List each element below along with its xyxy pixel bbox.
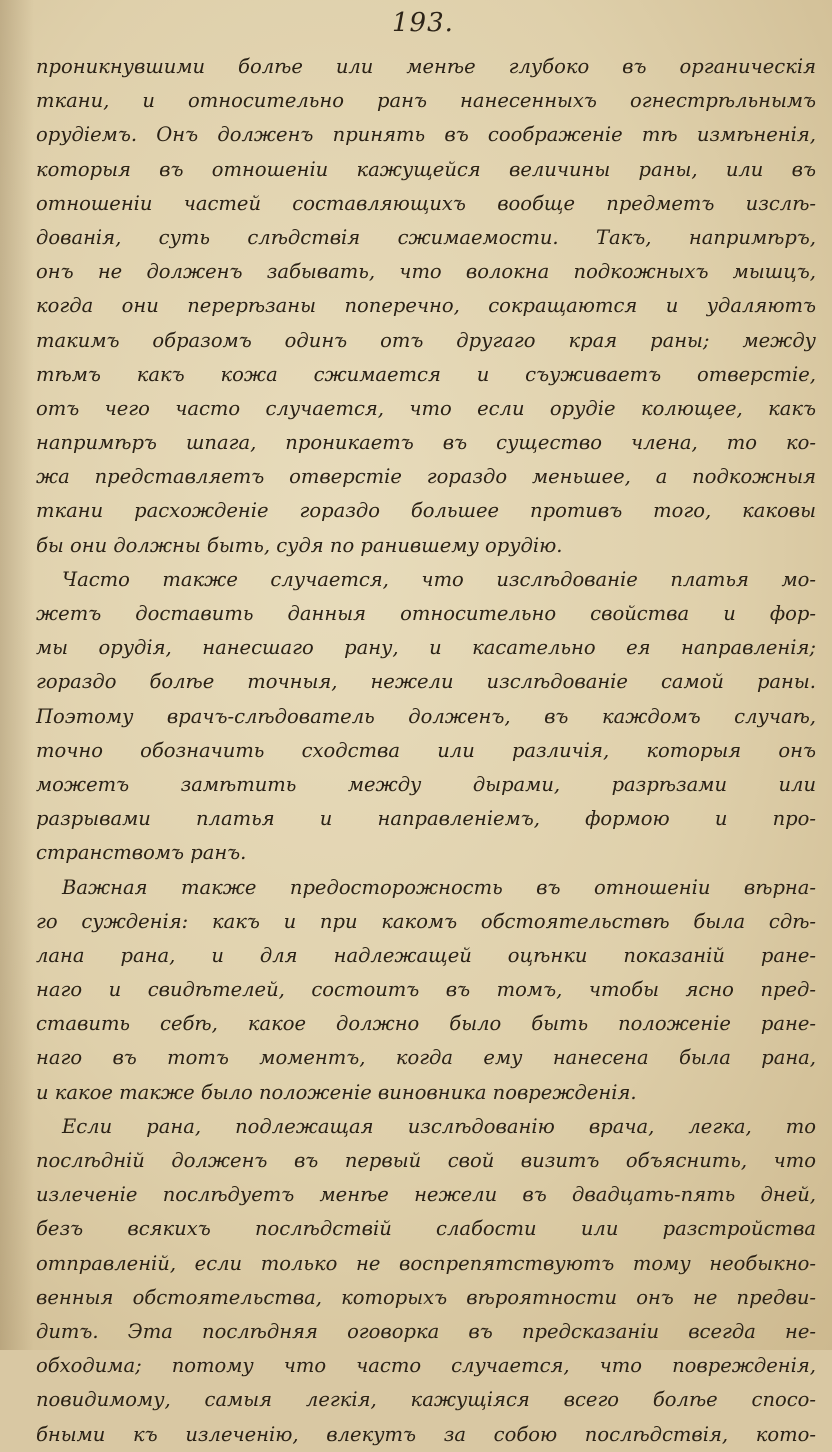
text-line: орудіемъ. Онъ долженъ принять въ соображеніе тѣ измѣненія, <box>36 123 816 147</box>
text-line: отношеніи частей составляющихъ вообще предметъ изслѣ- <box>36 191 816 215</box>
text-line: тѣмъ какъ кожа сжимается и съуживаетъ отверстіе, <box>36 362 816 386</box>
text-line: дитъ. Эта послѣдняя оговорка въ предсказаніи всегда не- <box>36 1319 816 1343</box>
text-line: обходима; потому что часто случается, что поврежденія, <box>36 1354 816 1378</box>
text-line: ткани расхожденіе гораздо большее противъ того, каковы <box>36 499 816 523</box>
text-line: венныя обстоятельства, которыхъ вѣроятности онъ не предви- <box>36 1285 816 1309</box>
paragraph-start-line: Важная также предосторожность въ отношеніи вѣрна- <box>62 875 816 899</box>
text-line: мы орудія, нанесшаго рану, и касательно ея направленія; <box>36 636 816 660</box>
text-line: проникнувшими болѣе или менѣе глубоко въ органическія <box>36 55 816 78</box>
text-line: повидимому, самыя легкія, кажущіяся всего болѣе спосо- <box>36 1388 816 1412</box>
text-line: такимъ образомъ одинъ отъ другаго края раны; между <box>36 328 816 352</box>
manuscript-text <box>36 50 816 1452</box>
text-line: дованія, суть слѣдствія сжимаемости. Такъ, напримѣръ, <box>36 225 816 249</box>
text-line: Поэтому врачъ-слѣдователь долженъ, въ каждомъ случаѣ, <box>36 704 816 728</box>
text-line: лана рана, и для надлежащей оцѣнки показаній ране- <box>36 943 816 967</box>
text-line: ставить себѣ, какое должно было быть положеніе ране- <box>36 1012 816 1036</box>
text-line: бы они должны быть, судя по ранившему орудію. <box>36 533 563 557</box>
text-line: и какое также было положеніе виновника поврежденія. <box>36 1080 637 1104</box>
text-line: которыя въ отношеніи кажущейся величины раны, или въ <box>36 157 816 181</box>
text-line: онъ не долженъ забывать, что волокна подкожныхъ мышцъ, <box>36 260 816 284</box>
paragraph-start-line: Часто также случается, что изслѣдованіе платья мо- <box>62 567 816 591</box>
text-line: ткани, и относительно ранъ нанесенныхъ огнестрѣльнымъ <box>36 89 816 113</box>
text-line: когда они перерѣзаны поперечно, сокращаются и удаляютъ <box>36 294 816 318</box>
paragraph-start-line: Если рана, подлежащая изслѣдованію врача, легка, то <box>62 1114 816 1138</box>
text-line: наго въ тотъ моментъ, когда ему нанесена была рана, <box>36 1046 816 1070</box>
text-line: странствомъ ранъ. <box>36 841 247 865</box>
text-line: отъ чего часто случается, что если орудіе колющее, какъ <box>36 396 816 420</box>
text-line: можетъ замѣтить между дырами, разрѣзами или <box>36 772 816 796</box>
text-line: послѣдній долженъ въ первый свой визитъ объяснить, что <box>36 1149 816 1172</box>
page-number: 193. <box>392 8 454 38</box>
text-line: излеченіе послѣдуетъ менѣе нежели въ двадцать-пять дней, <box>36 1183 816 1207</box>
text-line: гораздо болѣе точныя, нежели изслѣдованіе самой раны. <box>36 670 816 694</box>
text-line: жа представляетъ отверстіе гораздо меньшее, а подкожныя <box>36 465 816 489</box>
text-line: безъ всякихъ послѣдствій слабости или разстройства <box>36 1217 816 1241</box>
text-line: отправленій, если только не воспрепятствуютъ тому необыкно- <box>36 1251 816 1275</box>
text-line: бными къ излеченію, влекутъ за собою послѣдствія, кото- <box>36 1422 816 1446</box>
text-line: наго и свидѣтелей, состоитъ въ томъ, чтобы ясно пред- <box>36 978 816 1002</box>
text-line: жетъ доставить данныя относительно свойства и фор- <box>36 602 816 625</box>
text-line: точно обозначить сходства или различія, которыя онъ <box>36 738 816 762</box>
text-line: го сужденія: какъ и при какомъ обстоятельствѣ была сдѣ- <box>36 909 816 933</box>
text-line: напримѣръ шпага, проникаетъ въ существо члена, то ко- <box>36 431 816 455</box>
text-line: разрывами платья и направленіемъ, формою и про- <box>36 807 816 831</box>
